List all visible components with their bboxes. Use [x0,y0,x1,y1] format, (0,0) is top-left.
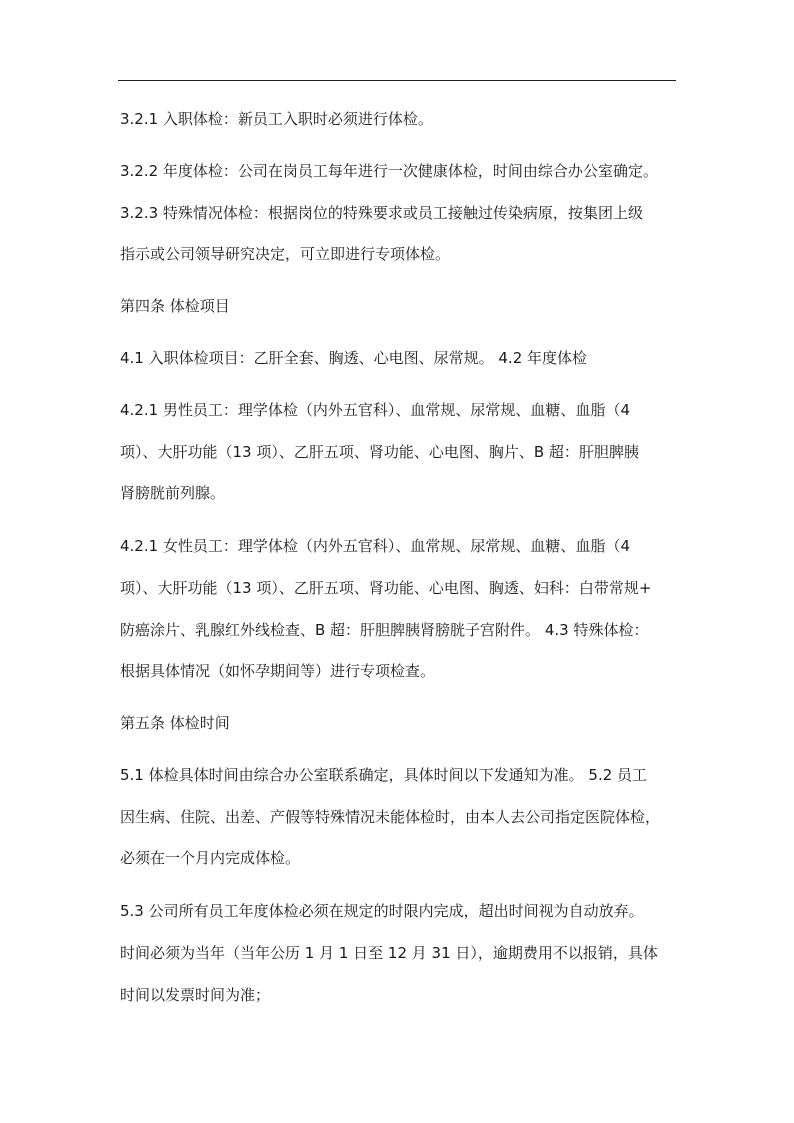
clause-3-2-3-line-1: 3.2.3 特殊情况体检：根据岗位的特殊要求或员工接触过传染病原，按集团上级 [120,204,643,222]
clause-4-2-1-female-line-1: 4.2.1 女性员工：理学体检（内外五官科）、血常规、尿常规、血糖、血脂（4 [120,537,630,555]
clause-3-2-1: 3.2.1 入职体检：新员工入职时必须进行体检。 [120,110,433,128]
clause-3-2-2: 3.2.2 年度体检：公司在岗员工每年进行一次健康体检，时间由综合办公室确定。 [120,162,658,180]
clause-5-3-line-3: 时间以发票时间为准； [120,986,271,1004]
clause-5-3-line-1: 5.3 公司所有员工年度体检必须在规定的时限内完成，超出时间视为自动放弃。 [120,902,644,920]
clause-5-2-line-2: 因生病、住院、出差、产假等特殊情况未能体检时，由本人去公司指定医院体检， [120,808,661,826]
clause-4-2-1-female-line-2: 项）、大肝功能（13 项）、乙肝五项、肾功能、心电图、胸透、妇科：白带常规+ [120,579,652,597]
clause-4-2-1-male-line-3: 肾膀胱前列腺。 [120,484,226,502]
clause-5-1-line-1: 5.1 体检具体时间由综合办公室联系确定，具体时间以下发通知为准。 5.2 员工 [120,766,648,784]
clause-5-3-line-2: 时间必须为当年（当年公历 1 月 1 日至 12 月 31 日），逾期费用不以报销，具体 [120,944,658,962]
clause-4-1: 4.1 入职体检项目：乙肝全套、胸透、心电图、尿常规。 4.2 年度体检 [120,349,588,367]
clause-5-2-line-3: 必须在一个月内完成体检。 [120,849,301,867]
clause-3-2-3-line-2: 指示或公司领导研究决定，可立即进行专项体检。 [120,245,451,263]
clause-4-2-1-female-line-3: 防癌涂片、乳腺红外线检查、B 超：肝胆脾胰肾膀胱子宫附件。 4.3 特殊体检： [120,621,649,639]
clause-4-2-1-male-line-1: 4.2.1 男性员工：理学体检（内外五官科）、血常规、尿常规、血糖、血脂（4 [120,401,630,419]
section-heading-4: 第四条 体检项目 [120,297,230,315]
clause-4-3-line: 根据具体情况（如怀孕期间等）进行专项检查。 [120,662,436,680]
section-heading-5: 第五条 体检时间 [120,714,230,732]
header-rule [118,80,676,81]
clause-4-2-1-male-line-2: 项）、大肝功能（13 项）、乙肝五项、肾功能、心电图、胸片、B 超：肝胆脾胰 [120,443,639,461]
